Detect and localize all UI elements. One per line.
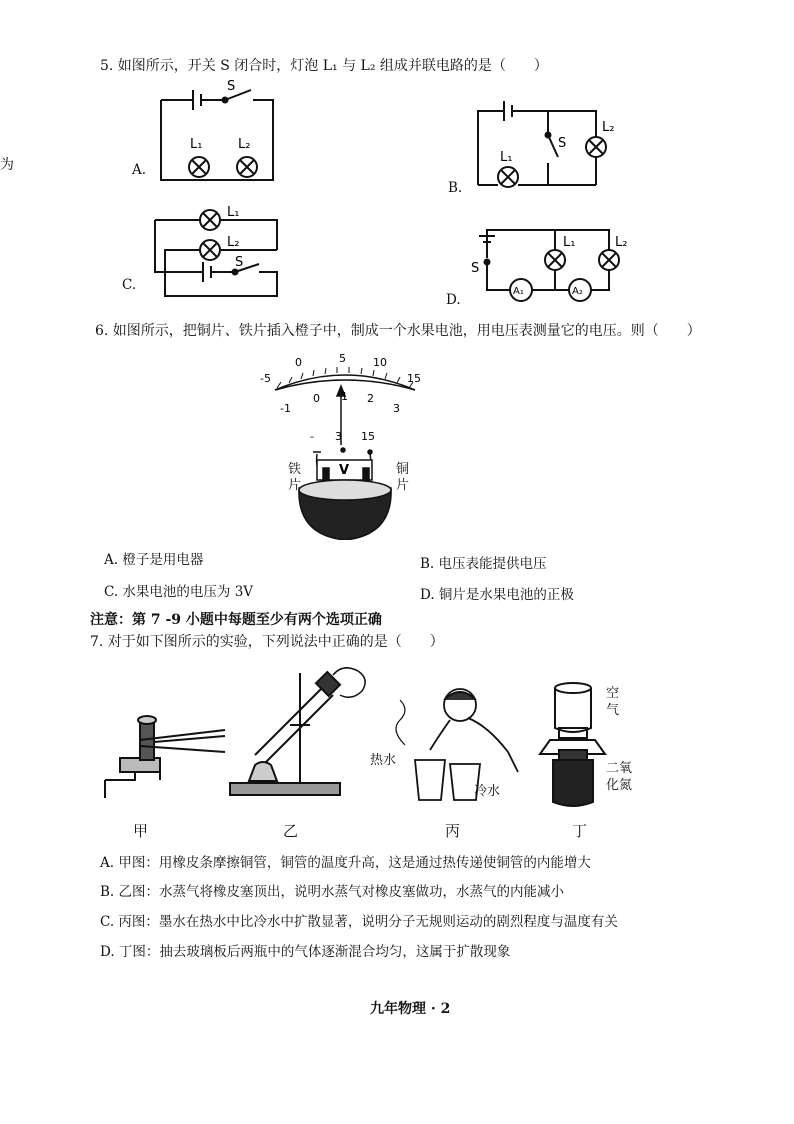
- lower-tick-label: 0: [313, 392, 320, 405]
- q5-option-a[interactable]: A.: [132, 162, 147, 178]
- q6-option-d[interactable]: D. 铜片是水果电池的正极: [420, 587, 574, 603]
- figure-label-jia: 甲: [133, 822, 149, 840]
- lamp-l1-label: L₁: [500, 150, 513, 165]
- q7-option-c[interactable]: C. 丙图：墨水在热水中比冷水中扩散显著，说明分子无规则运动的剧烈程度与温度有关: [100, 914, 618, 930]
- q5-option-c[interactable]: C.: [122, 277, 137, 293]
- copper-plate-label: 铜片: [396, 462, 410, 493]
- switch-label: S: [235, 255, 244, 270]
- lamp-l2-label: L₂: [238, 137, 251, 152]
- ammeter-a1-label: A₁: [513, 286, 524, 297]
- circuit-a-diagram: [125, 78, 295, 188]
- lamp-l2-label: L₂: [615, 235, 628, 250]
- figure-yi-steam-test-tube: [225, 665, 370, 805]
- fruit-battery-voltmeter-diagram: [255, 350, 435, 540]
- hot-water-label: 热水: [370, 753, 397, 768]
- circuit-b-diagram: [470, 95, 640, 195]
- cold-water-label: 冷水: [474, 784, 501, 799]
- q6-option-a[interactable]: A. 橙子是用电器: [104, 552, 204, 568]
- upper-tick-label: -5: [260, 372, 271, 385]
- voltmeter-symbol: V: [339, 463, 350, 478]
- margin-character: 为: [0, 157, 14, 173]
- lamp-l1-label: L₁: [563, 235, 576, 250]
- q7-option-d[interactable]: D. 丁图：抽去玻璃板后两瓶中的气体逐渐混合均匀，这属于扩散现象: [100, 944, 511, 960]
- lower-tick-label: 1: [341, 390, 348, 403]
- switch-label: S: [471, 261, 480, 276]
- lamp-l2-label: L₂: [602, 120, 615, 135]
- switch-label: S: [558, 136, 567, 151]
- nitrogen-dioxide-label: 二氧化氮: [606, 761, 633, 793]
- question-6-stem: 6. 如图所示，把铜片、铁片插入橙子中，制成一个水果电池，用电压表测量它的电压。则（ ）: [95, 323, 701, 339]
- question-7-stem: 7. 对于如下图所示的实验，下列说法中正确的是（ ）: [90, 634, 444, 650]
- q5-option-d[interactable]: D.: [446, 292, 461, 308]
- figure-bing-ink-diffusion: [370, 680, 530, 810]
- q6-option-c[interactable]: C. 水果电池的电压为 3V: [104, 584, 254, 600]
- lamp-l1-label: L₁: [227, 205, 240, 220]
- figure-label-bing: 丙: [445, 822, 461, 840]
- terminal-label: 3: [335, 430, 342, 443]
- note: 注意：第 7 -9 小题中每题至少有两个选项正确: [90, 612, 382, 628]
- upper-tick-label: 10: [373, 356, 387, 369]
- figure-ding-gas-diffusion: [535, 678, 615, 813]
- upper-tick-label: 0: [295, 356, 302, 369]
- air-label: 空气: [606, 686, 620, 718]
- figure-label-ding: 丁: [572, 822, 588, 840]
- q5-option-b[interactable]: B.: [448, 180, 463, 196]
- q7-option-b[interactable]: B. 乙图：水蒸气将橡皮塞顶出，说明水蒸气对橡皮塞做功，水蒸气的内能减小: [100, 884, 565, 900]
- q7-option-a[interactable]: A. 甲图：用橡皮条摩擦铜管，铜管的温度升高，这是通过热传递使铜管的内能增大: [100, 855, 591, 871]
- lamp-l2-label: L₂: [227, 235, 240, 250]
- upper-tick-label: 5: [339, 352, 346, 365]
- figure-label-yi: 乙: [283, 822, 299, 840]
- circuit-c-diagram: [145, 200, 305, 300]
- switch-label: S: [227, 79, 236, 94]
- terminal-label: -: [310, 430, 314, 443]
- ammeter-a2-label: A₂: [572, 286, 583, 297]
- lower-tick-label: 3: [393, 402, 400, 415]
- upper-tick-label: 15: [407, 372, 421, 385]
- lower-tick-label: 2: [367, 392, 374, 405]
- question-5-stem: 5. 如图所示，开关 S 闭合时，灯泡 L₁ 与 L₂ 组成并联电路的是（ ）: [100, 58, 548, 74]
- iron-plate-label: 铁片: [288, 462, 302, 493]
- lower-tick-label: -1: [280, 402, 291, 415]
- figure-jia-copper-tube: [100, 700, 235, 800]
- circuit-d-diagram: [465, 222, 645, 304]
- q6-option-b[interactable]: B. 电压表能提供电压: [420, 556, 547, 572]
- terminal-label: 15: [361, 430, 375, 443]
- lamp-l1-label: L₁: [190, 137, 203, 152]
- page-footer: 九年物理 · 2: [370, 1001, 451, 1017]
